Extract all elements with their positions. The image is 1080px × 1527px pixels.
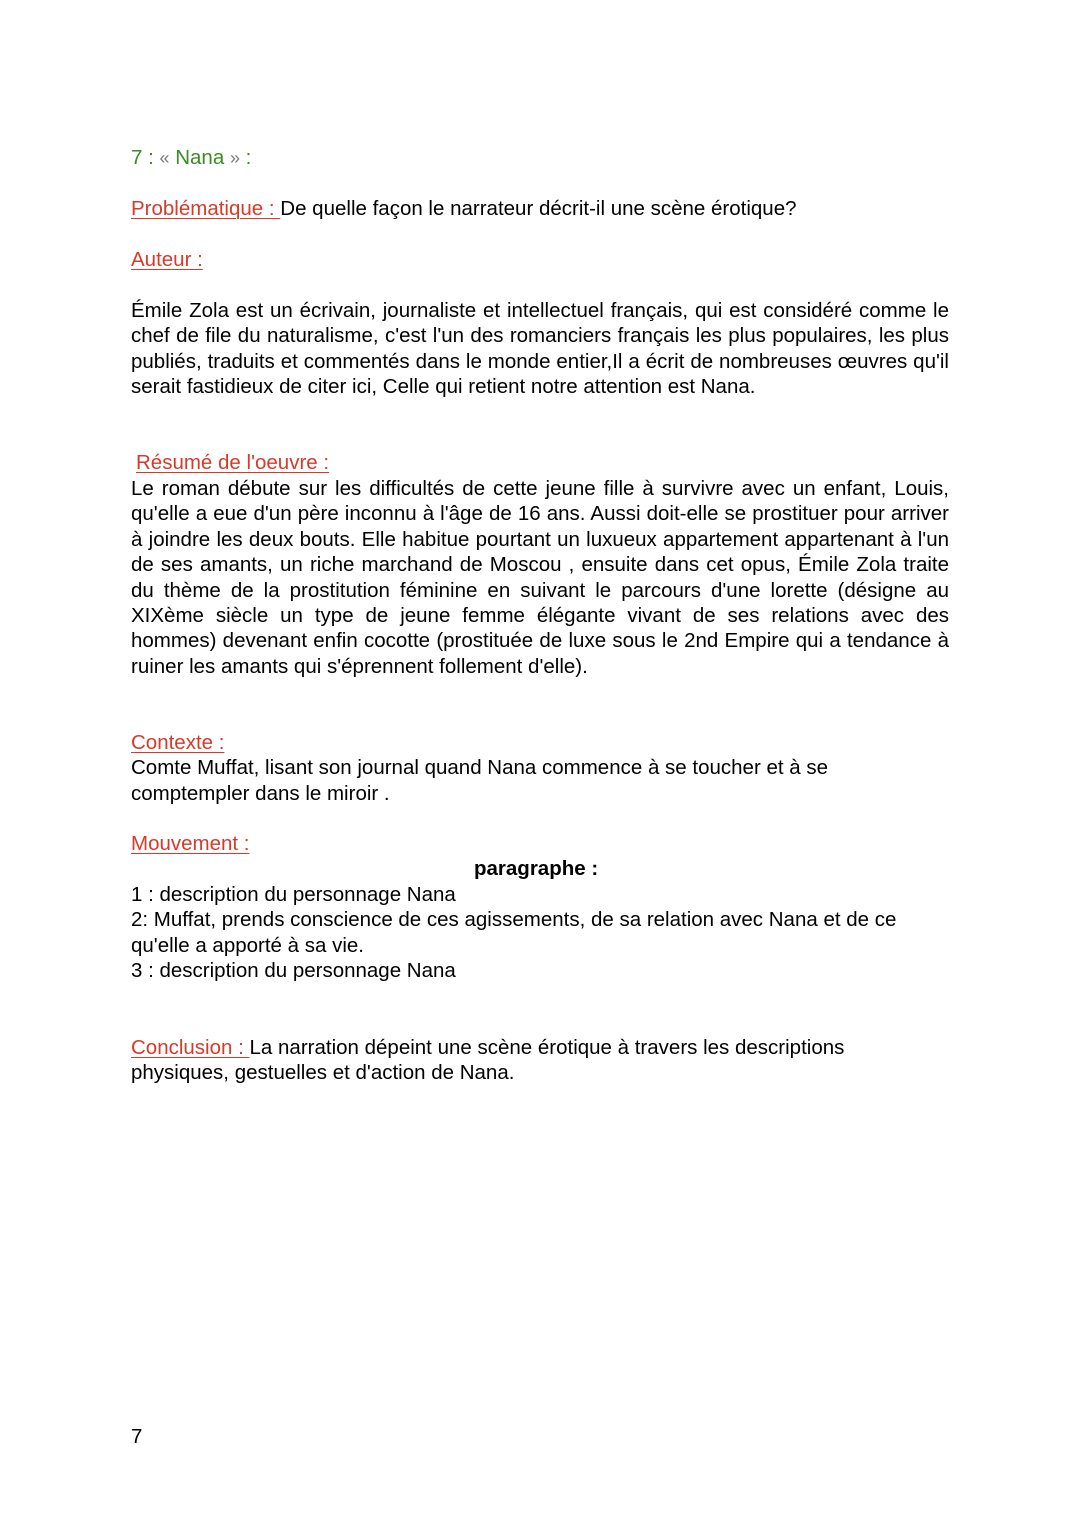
- work-title: Nana: [175, 146, 225, 169]
- contexte-line-2: comptempler dans le miroir .: [131, 781, 390, 805]
- section-number: 7 :: [131, 146, 154, 169]
- auteur-heading: [131, 247, 949, 272]
- auteur-label: Auteur :: [131, 248, 203, 271]
- mouvement-item: 1 : description du personnage Nana: [131, 882, 456, 906]
- resume-label: Résumé de l'oeuvre :: [136, 451, 330, 474]
- resume-heading: [131, 450, 949, 475]
- close-quote: »: [229, 148, 240, 168]
- conclusion-label: Conclusion :: [131, 1036, 250, 1059]
- mouvement-label: Mouvement :: [131, 832, 250, 855]
- page-number: 7: [131, 1425, 143, 1448]
- resume-paragraph: Le roman débute sur les difficultés de cette jeune fille à survivre avec un enfant, Louis, qu'elle a eue d'un père inconnu à l'âge de 16 ans. Aussi doit-elle se prostituer pour arriver à joindre les deux bouts. Elle habitue pourtant un luxueux appartement appartenant à l'un de ses amants, un riche marchand de Moscou , ensuite dans cet opus, Émile Zola traite du thème de la prostitution féminine en suivant le parcours d'une lorette (désigne au XIXème siècle un type de jeune femme élégante vivant de ses relations avec des hommes) devenant enfin cocotte (prostituée de luxe sous le 2nd Empire qui a tendance à ruiner les amants qui s'éprennent follement d'elle).: [131, 477, 949, 678]
- conclusion-line-2: physiques, gestuelles et d'action de Nana.: [131, 1061, 515, 1085]
- conclusion-line-1: La narration dépeint une scène érotique à travers les descriptions: [249, 1036, 845, 1059]
- contexte-line-1: Comte Muffat, lisant son journal quand Nana commence à se toucher et à se: [131, 756, 829, 780]
- mouvement-section: [131, 831, 949, 983]
- open-quote: «: [159, 148, 170, 168]
- mouvement-heading: paragraphe :: [474, 857, 599, 881]
- auteur-paragraph: Émile Zola est un écrivain, journaliste et intellectuel français, qui est considéré comme le chef de file du naturalisme, c'est l'un des romanciers français les plus populaires, les plus publiés, traduits et commentés dans le monde entier,Il a écrit de nombreuses œuvres qu'il serait fastidieux de citer ici, Celle qui retient notre attention est Nana.: [131, 299, 949, 399]
- problematique-section: [131, 196, 949, 221]
- mouvement-item: 2: Muffat, prends conscience de ces agissements, de sa relation avec Nana et de ce: [131, 908, 897, 932]
- problematique-label: Problématique :: [131, 197, 281, 220]
- contexte-section: [131, 730, 949, 806]
- section-title: [131, 145, 251, 171]
- mouvement-item: 3 : description du personnage Nana: [131, 959, 456, 983]
- title-suffix: :: [245, 146, 252, 169]
- problematique-text: De quelle façon le narrateur décrit-il une scène érotique?: [280, 197, 797, 220]
- contexte-label: Contexte :: [131, 731, 225, 754]
- conclusion-section: [131, 1035, 949, 1086]
- mouvement-item: qu'elle a apporté à sa vie.: [131, 933, 364, 957]
